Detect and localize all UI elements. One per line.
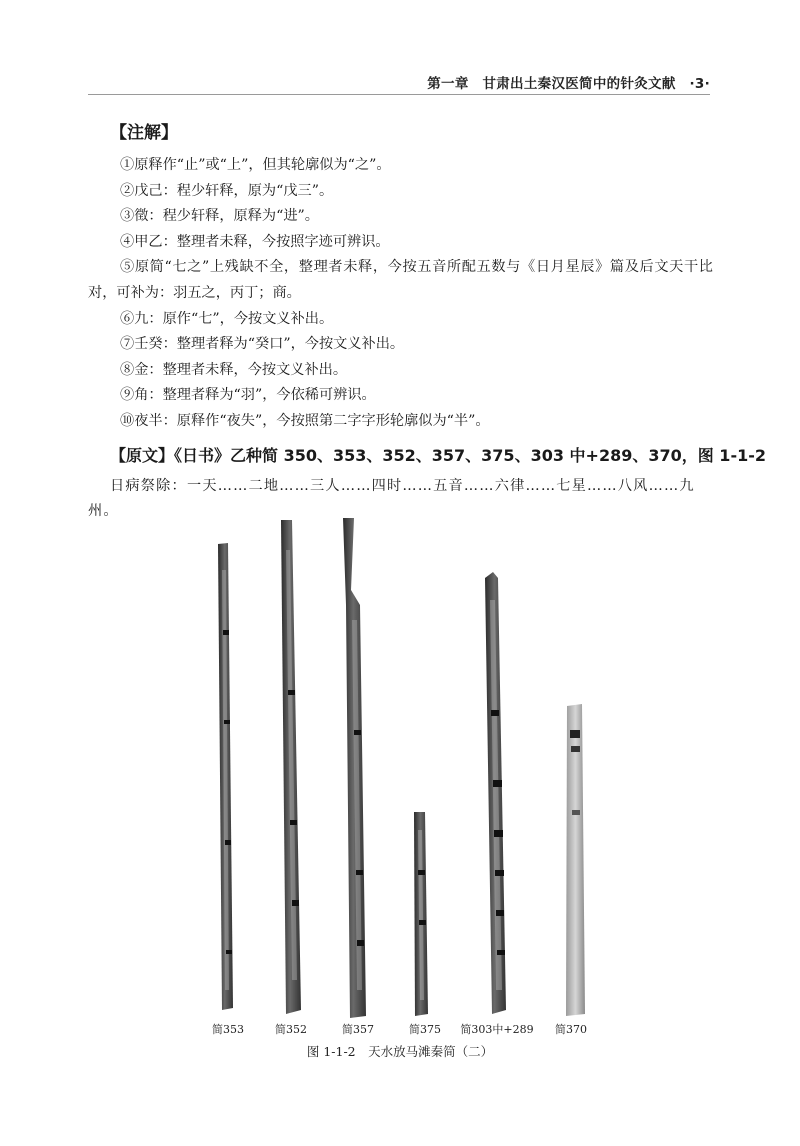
slip-label-352: 简352 [275,1023,307,1036]
slip-label-370: 简370 [555,1023,587,1036]
annotation-note-3: ③徵：程少轩释，原释为“进”。 [120,208,319,225]
slip-303-289 [485,572,506,1014]
annotation-note-2: ②戊己：程少轩释，原为“戊三”。 [120,182,334,199]
annotation-note-7: ⑦壬癸：整理者释为“癸口”，今按文义补出。 [120,336,405,353]
slip-label-353: 简353 [212,1023,244,1036]
slip-label-303-289: 简303中+289 [460,1023,534,1036]
running-header [88,72,710,95]
slip-357 [343,518,366,1018]
annotation-note-10: ⑩夜半：原释作“夜失”，今按照第二字字形轮廓似为“半”。 [120,412,490,429]
bamboo-slips-figure [0,510,800,1070]
annotation-note-9: ⑨角：整理者释为“羽”，今依稀可辨识。 [120,387,376,404]
slip-370 [566,704,585,1016]
slip-353 [218,543,233,1010]
figure-caption: 图 1-1-2 天水放马滩秦简（二） [306,1044,494,1059]
slip-label-357: 简357 [342,1023,374,1036]
annotations-heading: 【注解】 [110,123,178,143]
annotation-note-8: ⑧金：整理者未释，今按文义补出。 [120,361,348,378]
slip-375 [414,812,428,1016]
slip-label-375: 简375 [409,1023,441,1036]
annotation-note-5: ⑤原简“七之”上残缺不全，整理者未释，今按五音所配五数与《日月星辰》篇及后文天干比对，可补为：羽五之，丙丁；商。 [88,259,713,301]
annotation-note-6: ⑥九：原作“七”，今按文义补出。 [120,310,334,327]
source-text: 日病祭除：一天……二地……三人……四时……五音……六律……七星……八风……九州。 [88,477,695,520]
source-heading: 【原文】《日书》乙种简 350、353、352、357、375、303 中+289、370，图 1-1-2 [110,445,766,465]
running-title: 第一章 甘肃出土秦汉医简中的针灸文献 ·3· [427,76,710,92]
main-content [88,118,766,525]
annotation-note-1: ①原释作“止”或“上”，但其轮廓似为“之”。 [120,157,391,173]
bamboo-slips-photo [0,510,800,1040]
slip-352 [281,520,301,1014]
annotation-note-4: ④甲乙：整理者未释，今按照字迹可辨识。 [120,233,390,250]
